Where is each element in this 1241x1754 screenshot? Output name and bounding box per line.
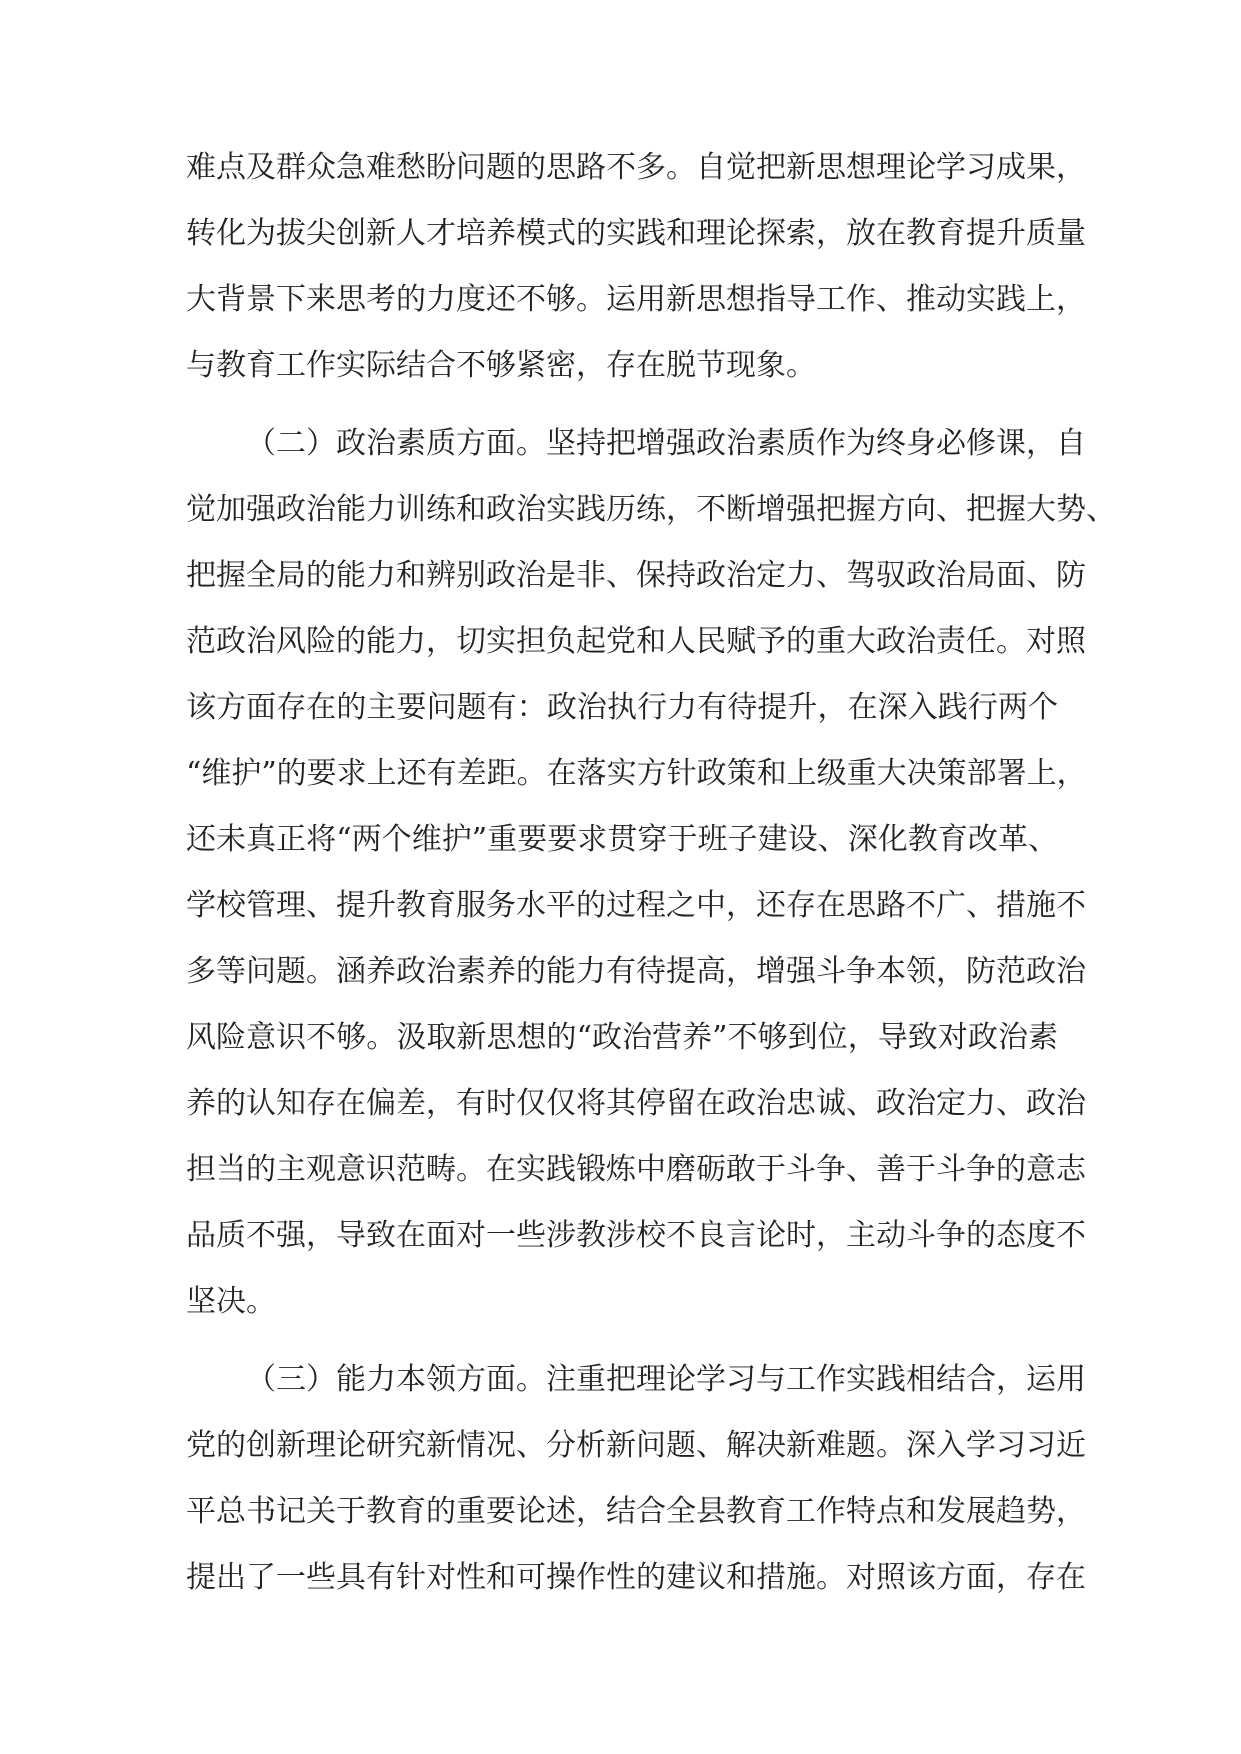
- text-line: 范政治风险的能力，切实担负起党和人民赋予的重大政治责任。对照: [186, 624, 1086, 659]
- text-line: 该方面存在的主要问题有：政治执行力有待提升，在深入践行两个: [186, 690, 1058, 725]
- text-line: 与教育工作实际结合不够紧密，存在脱节现象。: [186, 348, 816, 383]
- text-line: 担当的主观意识范畴。在实践锻炼中磨砺敢于斗争、善于斗争的意志: [186, 1152, 1086, 1187]
- text-line: 多等问题。涵养政治素养的能力有待提高，增强斗争本领，防范政治: [186, 954, 1086, 989]
- section-heading-line: （三）能力本领方面。注重把理论学习与工作实践相结合，运用: [246, 1362, 1086, 1397]
- text-line: 学校管理、提升教育服务水平的过程之中，还存在思路不广、措施不: [186, 888, 1086, 923]
- text-line: 坚决。: [186, 1284, 276, 1319]
- text-line: 党的创新理论研究新情况、分析新问题、解决新难题。深入学习习近: [186, 1428, 1086, 1463]
- section-heading-line: （二）政治素质方面。坚持把增强政治素质作为终身必修课，自: [246, 426, 1086, 461]
- text-line: 养的认知存在偏差，有时仅仅将其停留在政治忠诚、政治定力、政治: [186, 1086, 1086, 1121]
- text-line: 品质不强，导致在面对一些涉教涉校不良言论时，主动斗争的态度不: [186, 1218, 1086, 1253]
- text-line: “维护”的要求上还有差距。在落实方针政策和上级重大决策部署上，: [186, 756, 1087, 791]
- text-line: 还未真正将“两个维护”重要要求贯穿于班子建设、深化教育改革、: [186, 822, 1058, 857]
- text-line: 把握全局的能力和辨别政治是非、保持政治定力、驾驭政治局面、防: [186, 558, 1086, 593]
- text-line: 觉加强政治能力训练和政治实践历练，不断增强把握方向、把握大势、: [186, 492, 1116, 527]
- text-line: 转化为拔尖创新人才培养模式的实践和理论探索，放在教育提升质量: [186, 216, 1086, 251]
- text-line: 平总书记关于教育的重要论述，结合全县教育工作特点和发展趋势，: [186, 1494, 1086, 1529]
- text-line: 提出了一些具有针对性和可操作性的建议和措施。对照该方面，存在: [186, 1560, 1086, 1595]
- text-line: 风险意识不够。汲取新思想的“政治营养”不够到位，导致对政治素: [186, 1020, 1058, 1055]
- text-line: 大背景下来思考的力度还不够。运用新思想指导工作、推动实践上，: [186, 282, 1086, 317]
- text-line: 难点及群众急难愁盼问题的思路不多。自觉把新思想理论学习成果，: [186, 150, 1086, 185]
